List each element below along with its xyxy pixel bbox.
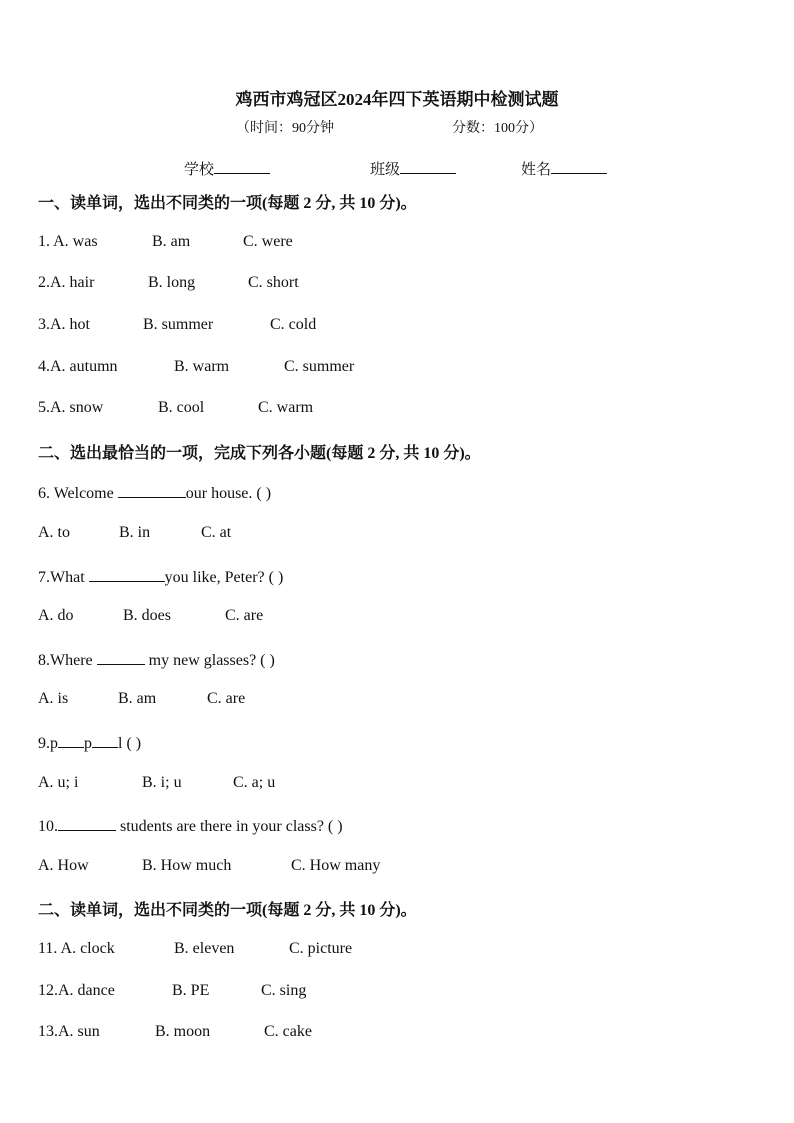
question-12 [38,982,115,1000]
option-c: C. warm [258,399,314,416]
question-stem: 8.Where [38,652,93,669]
class-blank[interactable] [400,159,456,174]
option-b: B. i; u [142,774,182,791]
option-b: B. am [118,690,157,707]
question-stem-end: our house. ( ) [185,485,272,502]
letter-blank-1[interactable] [58,732,84,748]
option-c: C. at [201,524,232,541]
option-b: B. cool [158,399,205,416]
question-stem: 7.What [38,569,85,586]
option-a: 1. A. was [38,233,98,250]
class-label: 班级 [370,162,401,178]
option-c: C. are [207,690,246,707]
word-part-3: l ( ) [118,735,142,752]
question-6 [38,482,271,503]
option-b: B. PE [172,982,210,999]
school-label: 学校 [184,162,215,178]
question-3 [38,316,90,334]
question-4 [38,358,118,376]
question-stem-end: students are there in your class? ( ) [120,818,343,835]
question-9 [38,732,141,753]
name-label: 姓名 [521,162,552,178]
answer-blank[interactable] [89,566,165,582]
option-b: B. warm [174,358,230,375]
option-a: A. do [38,607,74,624]
option-b: B. in [119,524,151,541]
word-part-2: p [84,735,92,752]
option-b: B. long [148,274,196,291]
option-c: C. summer [284,358,355,375]
option-a: A. to [38,524,70,541]
option-b: B. moon [155,1023,211,1040]
option-c: C. a; u [233,774,276,791]
option-a: 13.A. sun [38,1023,100,1040]
option-a: A. u; i [38,774,79,791]
question-1 [38,233,98,251]
question-5 [38,399,103,417]
option-c: C. were [243,233,293,250]
name-field [521,158,607,179]
name-blank[interactable] [551,159,607,174]
school-blank[interactable] [214,159,270,174]
option-c: C. short [248,274,299,291]
question-8 [38,649,275,670]
option-c: C. picture [289,940,353,957]
answer-blank[interactable] [118,482,186,498]
section-heading: 二、选出最恰当的一项，完成下列各小题(每题 2 分, 共 10 分)。 [38,445,481,462]
option-a: 11. A. clock [38,940,115,957]
total-score: 分数：100分） [452,121,543,136]
question-stem: 6. Welcome [38,485,114,502]
option-a: 5.A. snow [38,399,104,416]
letter-blank-2[interactable] [92,732,118,748]
page-title: 鸡西市鸡冠区2024年四下英语期中检测试题 [235,90,559,109]
question-stem-end: you like, Peter? ( ) [164,569,284,586]
option-a: 2.A. hair [38,274,95,291]
option-a: A. How [38,857,89,874]
option-b: B. am [152,233,191,250]
question-2 [38,274,94,292]
option-c: C. are [225,607,264,624]
question-stem-end: my new glasses? ( ) [148,652,275,669]
option-c: C. cake [264,1023,312,1040]
option-a: A. is [38,690,69,707]
answer-blank[interactable] [58,815,116,831]
section-heading: 一、读单词，选出不同类的一项(每题 2 分, 共 10 分)。 [38,195,417,212]
time-limit: （时间：90分钟 [236,121,334,136]
option-b: B. How much [142,857,232,874]
option-a: 12.A. dance [38,982,115,999]
word-part-1: 9.p [38,735,58,752]
option-b: B. eleven [174,940,235,957]
question-stem: 10. [38,818,58,835]
option-b: B. summer [143,316,214,333]
answer-blank[interactable] [97,649,145,665]
section-heading: 二、读单词，选出不同类的一项(每题 2 分, 共 10 分)。 [38,902,417,919]
option-a: 4.A. autumn [38,358,118,375]
option-a: 3.A. hot [38,316,90,333]
option-c: C. cold [270,316,317,333]
option-c: C. How many [291,857,381,874]
question-11 [38,940,115,958]
question-10 [38,815,343,836]
option-c: C. sing [261,982,307,999]
class-field [370,158,456,179]
school-field [184,158,270,179]
question-13 [38,1023,100,1041]
question-7 [38,566,283,587]
option-b: B. does [123,607,171,624]
